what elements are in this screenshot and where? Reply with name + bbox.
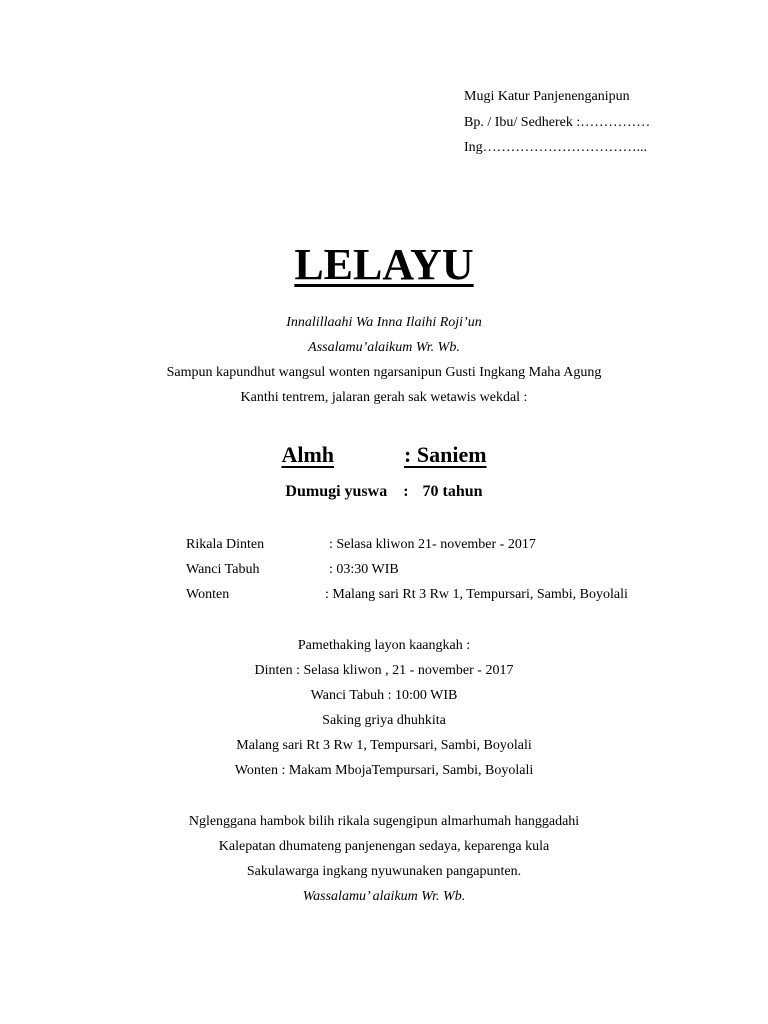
detail-value-wonten: : Malang sari Rt 3 Rw 1, Tempursari, Sambi, Boyolali (325, 587, 628, 602)
deceased-age-line (0, 482, 768, 502)
funeral-burial-place: Wonten : Makam MbojaTempursari, Sambi, Boyolali (234, 763, 534, 778)
closing-line-1: Nglenggana hambok bilih rikala sugengipun almarhumah hanggadahi (188, 814, 580, 829)
detail-label-wonten: Wonten (186, 587, 230, 602)
detail-label-wanci: Wanci Tabuh (186, 562, 260, 577)
announcement-line-2: Kanthi tentrem, jalaran gerah sak wetawis wekdal : (240, 390, 528, 405)
age-value: 70 tahun (422, 483, 483, 500)
deceased-name-line (0, 442, 768, 468)
innalillahi-text: Innalillaahi Wa Inna Ilaihi Roji’un (286, 315, 482, 330)
age-label: Dumugi yuswa (285, 483, 388, 500)
recipient-name-line: Bp. / Ibu/ Sedherek :…………… (464, 115, 651, 130)
page-title: LELAYU (294, 240, 474, 289)
funeral-heading: Pamethaking layon kaangkah : (297, 638, 471, 653)
opening-salam: Assalamu’alaikum Wr. Wb. (308, 340, 460, 355)
announcement-line-1: Sampun kapundhut wangsul wonten ngarsanipun Gusti Ingkang Maha Agung (166, 365, 602, 380)
funeral-time: Wanci Tabuh : 10:00 WIB (310, 688, 458, 703)
funeral-origin: Saking griya dhuhkita (322, 713, 446, 728)
deceased-name: : Saniem (404, 442, 487, 467)
age-separator: : (403, 483, 409, 500)
recipient-greeting: Mugi Katur Panjenenganipun (464, 89, 630, 104)
detail-value-rikala: : Selasa kliwon 21- november - 2017 (329, 537, 536, 552)
deceased-label: Almh (281, 442, 335, 467)
closing-line-2: Kalepatan dhumateng panjenengan sedaya, keparenga kula (218, 839, 550, 854)
closing-line-3: Sakulawarga ingkang nyuwunaken pangapunten. (246, 864, 522, 879)
closing-salam: Wassalamu’ alaikum Wr. Wb. (302, 889, 466, 904)
recipient-place-line: Ing……………………………... (464, 140, 648, 155)
detail-label-rikala: Rikala Dinten (186, 537, 265, 552)
funeral-date: Dinten : Selasa kliwon , 21 - november - 2017 (254, 663, 514, 678)
detail-value-wanci: : 03:30 WIB (329, 562, 399, 577)
funeral-origin-address: Malang sari Rt 3 Rw 1, Tempursari, Sambi, Boyolali (236, 738, 532, 753)
